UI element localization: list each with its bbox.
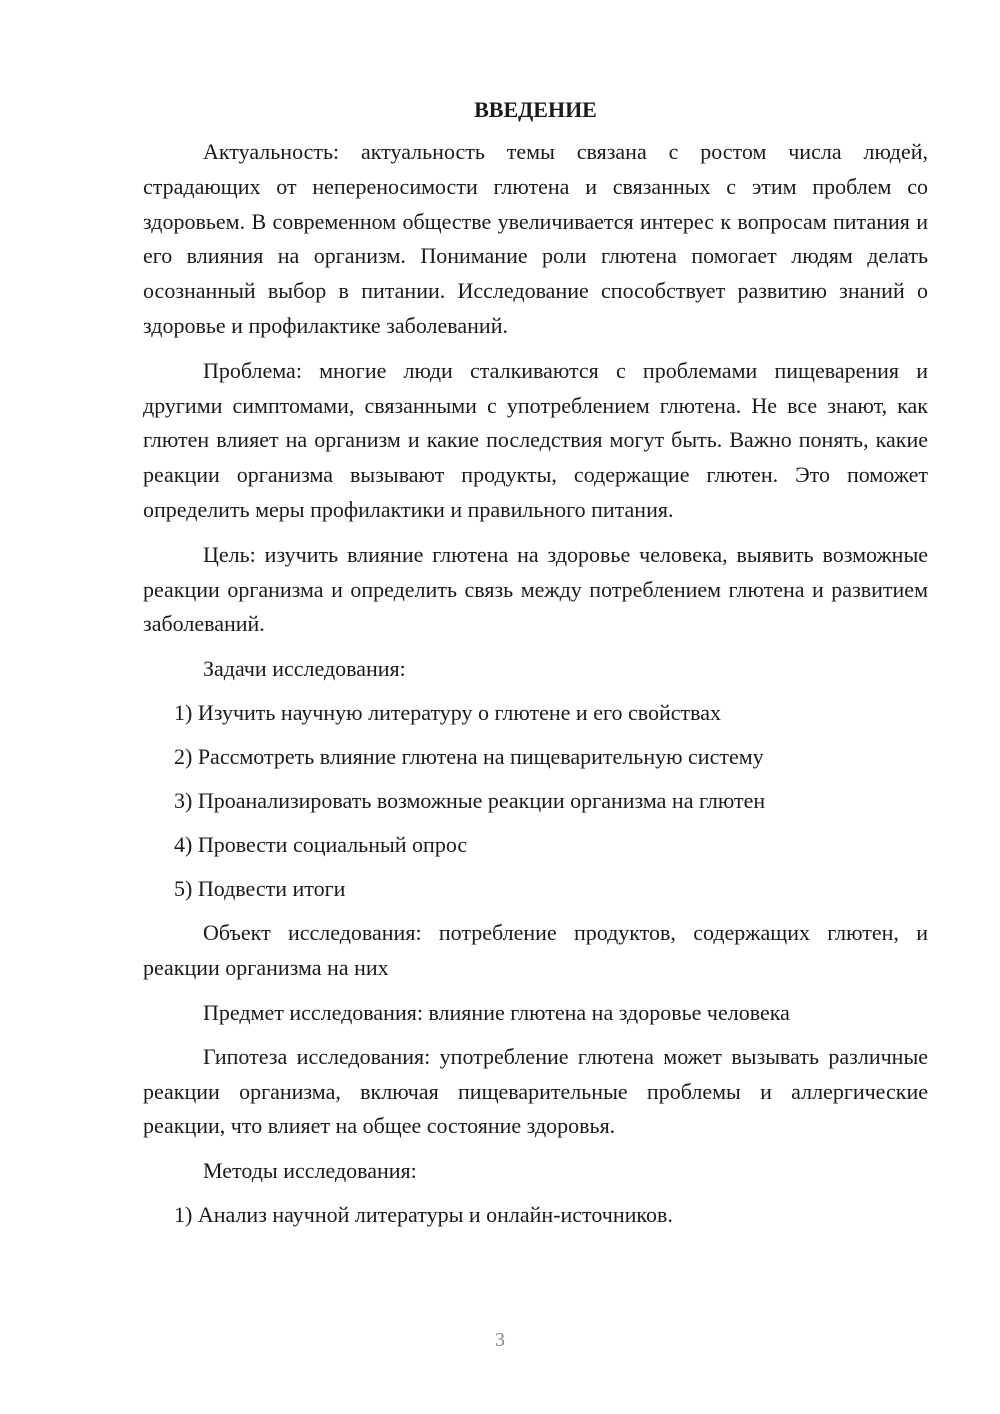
task-item: 2) Рассмотреть влияние глютена на пищеварительную систему	[174, 744, 764, 770]
page-number: 3	[495, 1329, 505, 1351]
tasks-list	[143, 696, 928, 906]
page-content	[143, 93, 928, 1242]
section-title: ВВЕДЕНИЕ	[474, 97, 597, 122]
task-item: 3) Проанализировать возможные реакции организма на глютен	[174, 788, 766, 814]
relevance-paragraph: Актуальность: актуальность темы связана с ростом числа людей, страдающих от непереносимости глютена и связанных с этим проблем со здоровьем. В современном обществе увеличивается интерес к вопросам питания и его влияния на организм. Понимание роли глютена помогает людям делать осознанный выбор в питании. Исследование способствует развитию знаний о здоровье и профилактике заболеваний.	[143, 139, 928, 338]
task-item: 4) Провести социальный опрос	[174, 832, 468, 858]
goal-paragraph: Цель: изучить влияние глютена на здоровье человека, выявить возможные реакции организма и определить связь между потреблением глютена и развитием заболеваний.	[143, 541, 928, 637]
task-item: 5) Подвести итоги	[174, 876, 346, 902]
object-paragraph: Объект исследования: потребление продуктов, содержащих глютен, и реакции организма на них	[143, 920, 928, 980]
method-item: 1) Анализ научной литературы и онлайн-источников.	[174, 1202, 673, 1228]
methods-heading: Методы исследования:	[203, 1158, 417, 1184]
methods-list	[143, 1198, 928, 1232]
task-item: 1) Изучить научную литературу о глютене и его свойствах	[174, 700, 721, 726]
hypothesis-paragraph: Гипотеза исследования: употребление глютена может вызывать различные реакции организма, включая пищеварительные проблемы и аллергические реакции, что влияет на общее состояние здоровья.	[143, 1043, 928, 1139]
problem-paragraph: Проблема: многие люди сталкиваются с проблемами пищеварения и другими симптомами, связанными с употреблением глютена. Не все знают, как глютен влияет на организм и какие последствия могут быть. Важно понять, какие реакции организма вызывают продукты, содержащие глютен. Это поможет определить меры профилактики и правильного питания.	[143, 357, 928, 522]
tasks-heading: Задачи исследования:	[203, 656, 406, 682]
subject-paragraph: Предмет исследования: влияние глютена на здоровье человека	[203, 999, 790, 1025]
